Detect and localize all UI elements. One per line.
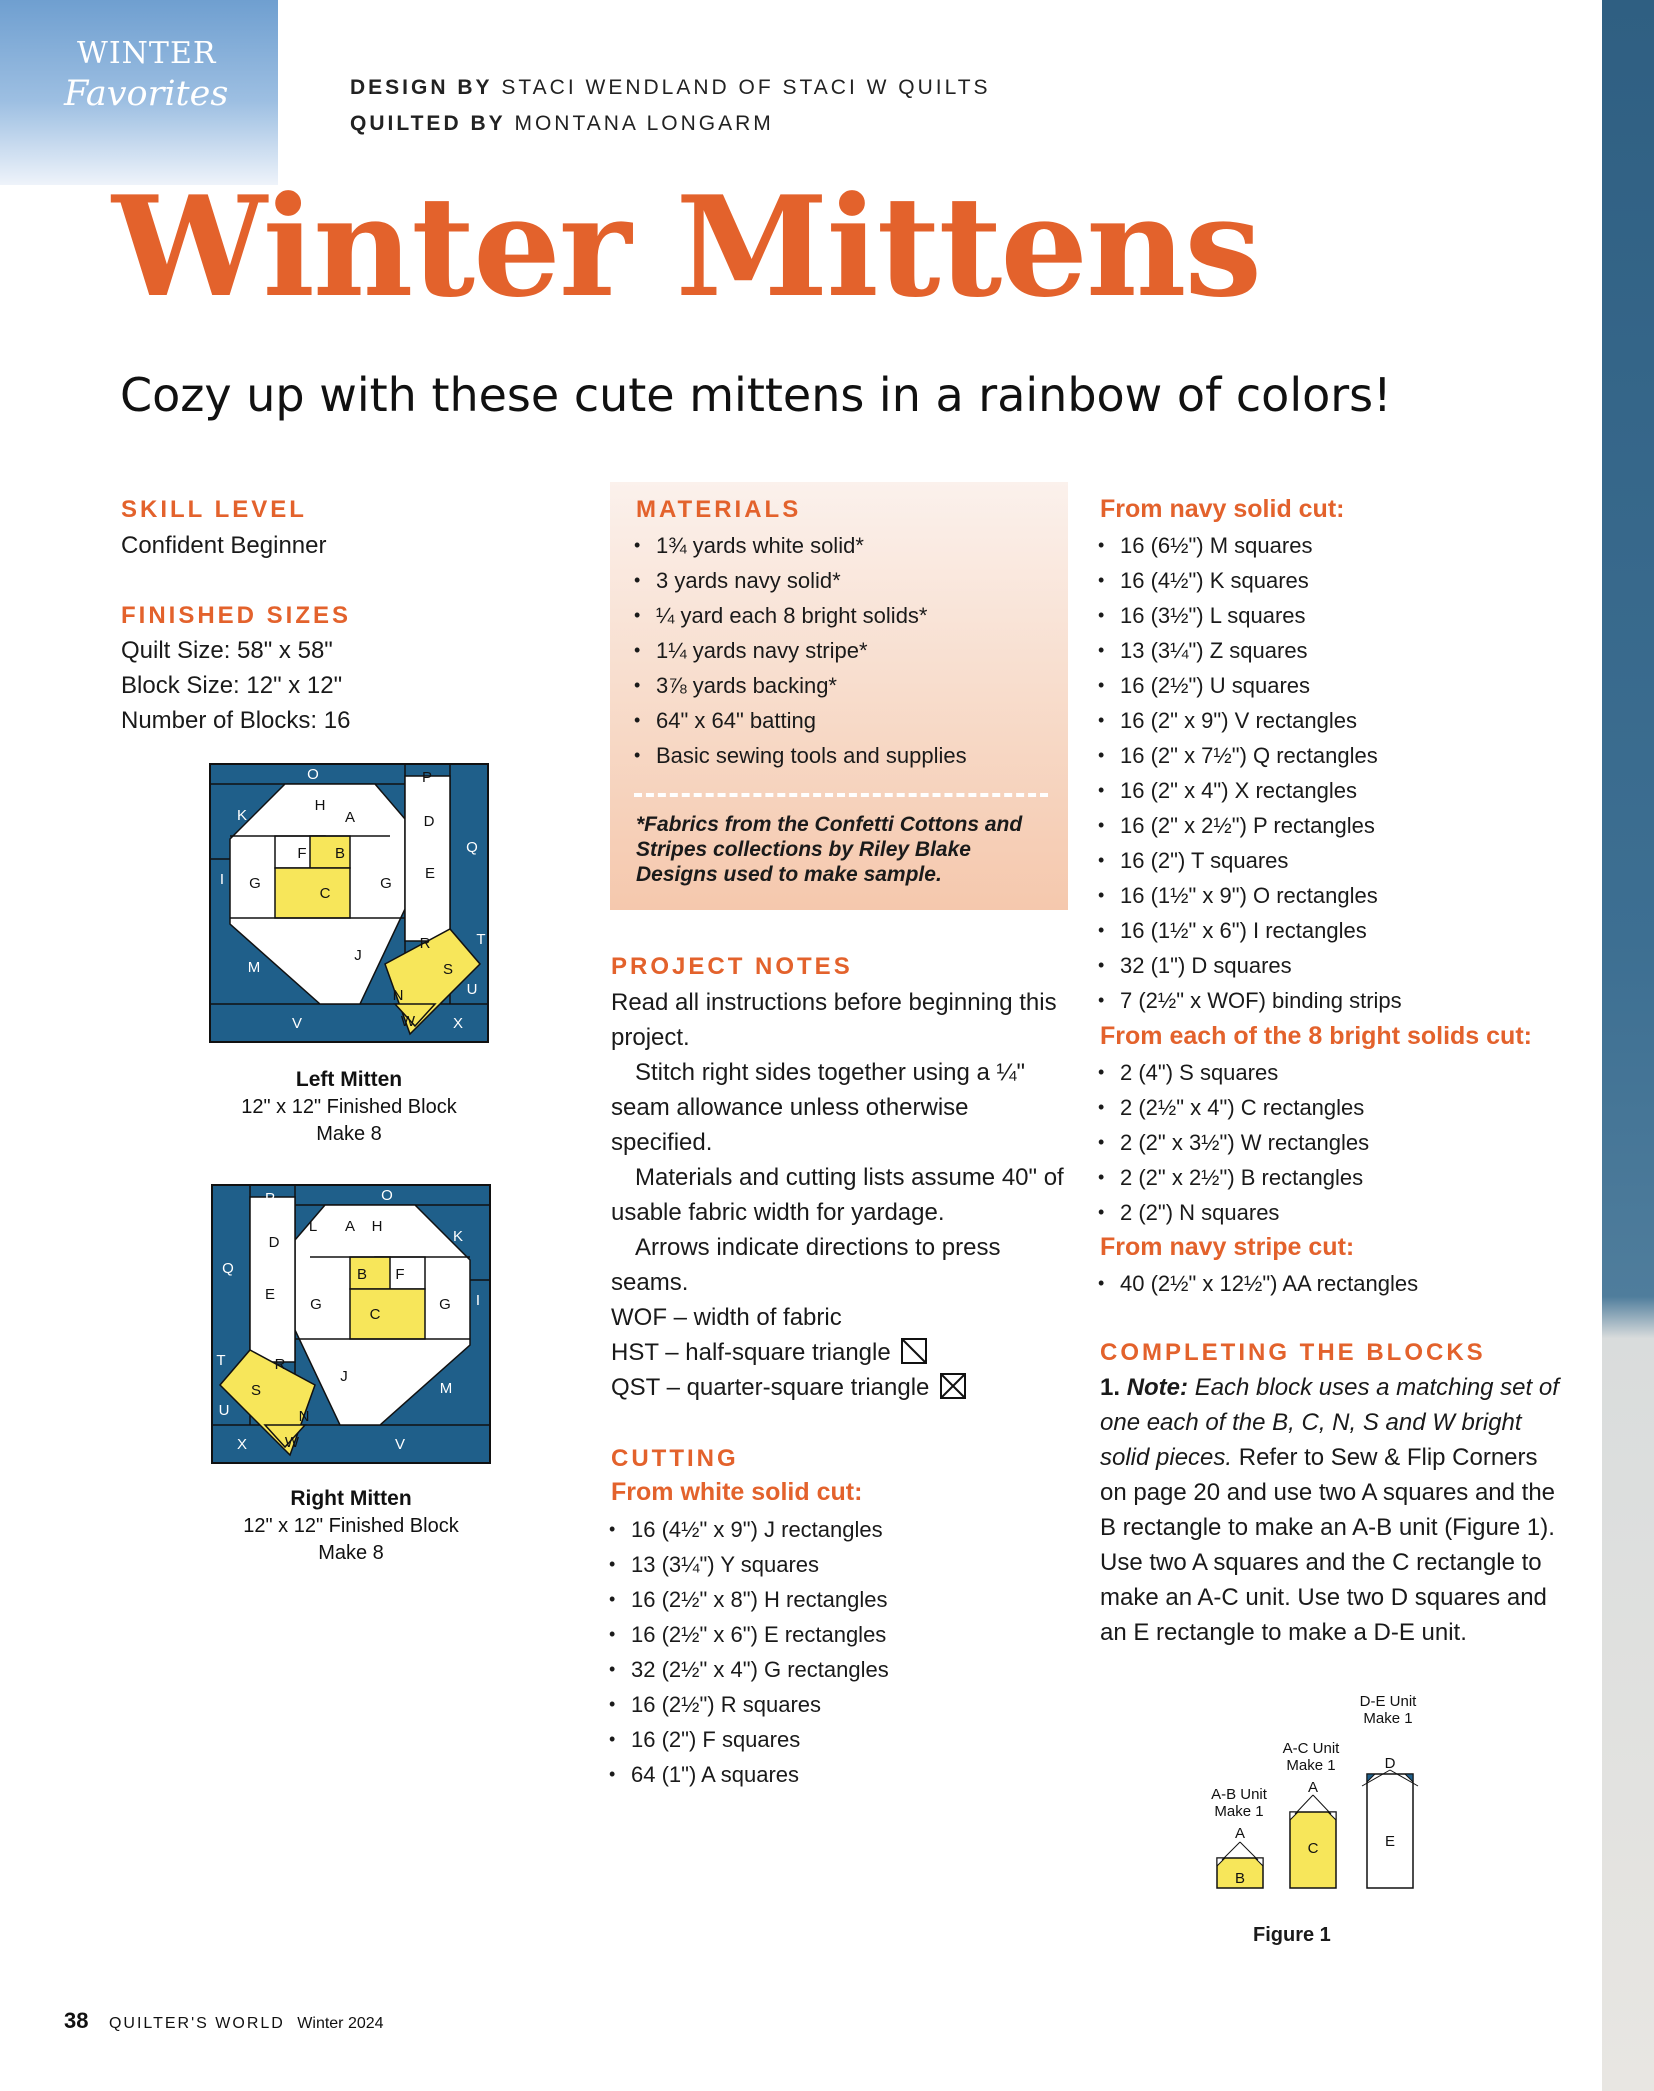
notes-para-1: Read all instructions before beginning this project.	[611, 989, 1057, 1051]
svg-text:H: H	[371, 1218, 383, 1235]
list-item: • 16 (2" x 4") X rectangles	[1096, 773, 1402, 808]
list-item: • 2 (2½" x 4") C rectangles	[1096, 1090, 1369, 1125]
fig-label-a1: A	[1234, 1825, 1246, 1842]
svg-text:L: L	[308, 1218, 318, 1235]
fig-label-d: D	[1384, 1755, 1396, 1772]
completing-heading: COMPLETING THE BLOCKS	[1100, 1339, 1486, 1366]
svg-text:A: A	[344, 1218, 356, 1235]
svg-text:L: L	[382, 797, 392, 814]
notes-para-3: Materials and cutting lists assume 40" of usable fabric width for yardage.	[611, 1164, 1064, 1226]
materials-footnote: *Fabrics from the Confetti Cottons and Stripes collections by Riley Blake Designs used to make sample.	[636, 813, 1023, 886]
list-item: • 13 (3¼") Z squares	[1096, 633, 1402, 668]
list-item: • 2 (2" x 3½") W rectangles	[1096, 1125, 1369, 1160]
svg-text:P: P	[264, 1190, 276, 1207]
list-item: • ¼ yard each 8 bright solids*	[632, 598, 967, 633]
list-item: • 16 (2") F squares	[607, 1722, 889, 1757]
list-item: • 13 (3¼") Y squares	[607, 1547, 889, 1582]
list-item: • 16 (4½") K squares	[1096, 563, 1402, 598]
svg-text:G: G	[439, 1296, 451, 1313]
page-number: 38	[64, 2008, 89, 2033]
hst-icon	[901, 1338, 927, 1364]
list-item: • 40 (2½" x 12½") AA rectangles	[1096, 1266, 1418, 1301]
svg-text:J: J	[340, 1368, 348, 1385]
svg-text:D: D	[268, 1234, 280, 1251]
svg-text:K: K	[236, 807, 248, 824]
skill-heading: SKILL LEVEL	[121, 496, 307, 523]
step-note-label: Note:	[1126, 1374, 1189, 1401]
list-item: • 3⅞ yards backing*	[632, 668, 967, 703]
svg-text:V: V	[394, 1436, 406, 1453]
list-item: • Basic sewing tools and supplies	[632, 738, 967, 773]
ac-unit-block	[1261, 1740, 1361, 1774]
bright-cut-heading: From each of the 8 bright solids cut:	[1100, 1022, 1532, 1050]
list-item: • 16 (2" x 2½") P rectangles	[1096, 808, 1402, 843]
svg-text:C: C	[369, 1306, 381, 1323]
notes-para-2: Stitch right sides together using a ¼" seam allowance unless otherwise specified.	[611, 1059, 1026, 1156]
notes-qst-row	[611, 1370, 1071, 1405]
svg-text:P: P	[421, 769, 433, 786]
stripe-cut-list	[1096, 1266, 1418, 1301]
page-title: Winter Mittens	[112, 165, 1261, 328]
svg-text:G: G	[249, 875, 261, 892]
quilt-size: Quilt Size: 58" x 58"	[121, 637, 333, 664]
stripe-cut-heading: From navy stripe cut:	[1100, 1233, 1355, 1261]
page-edge-photo	[1602, 0, 1654, 2091]
block-size: Block Size: 12" x 12"	[121, 672, 343, 699]
right-mitten-diagram	[212, 1185, 490, 1463]
svg-text:T: T	[216, 1352, 226, 1369]
right-mitten-make: Make 8	[318, 1542, 384, 1564]
ac-unit-make: Make 1	[1286, 1757, 1336, 1774]
left-mitten-size: 12" x 12" Finished Block	[241, 1096, 457, 1118]
bright-cut-list	[1096, 1055, 1369, 1230]
notes-hst: HST – half-square triangle	[611, 1339, 891, 1366]
list-item: • 16 (2" x 9") V rectangles	[1096, 703, 1402, 738]
svg-text:G: G	[380, 875, 392, 892]
svg-text:V: V	[291, 1015, 303, 1032]
svg-text:B: B	[334, 845, 346, 862]
section-badge	[0, 0, 278, 185]
list-item: • 7 (2½" x WOF) binding strips	[1096, 983, 1402, 1018]
fig-label-b: B	[1234, 1870, 1246, 1887]
design-value: STACI WENDLAND OF STACI W QUILTS	[501, 76, 991, 99]
svg-text:T: T	[476, 931, 486, 948]
navy-cut-list	[1096, 528, 1402, 1018]
list-item: • 16 (3½") L squares	[1096, 598, 1402, 633]
list-item: • 32 (2½" x 4") G rectangles	[607, 1652, 889, 1687]
white-cut-list	[607, 1512, 889, 1792]
svg-text:A: A	[344, 809, 356, 826]
fig-label-e: E	[1384, 1833, 1396, 1850]
ab-unit-name: A-B Unit	[1211, 1786, 1267, 1803]
list-item: • 3 yards navy solid*	[632, 563, 967, 598]
list-item: • 16 (2½") U squares	[1096, 668, 1402, 703]
svg-text:B: B	[356, 1266, 368, 1283]
quilted-credit	[350, 112, 774, 136]
right-mitten-size: 12" x 12" Finished Block	[243, 1515, 459, 1537]
list-item: • 16 (6½") M squares	[1096, 528, 1402, 563]
list-item: • 16 (2" x 7½") Q rectangles	[1096, 738, 1402, 773]
svg-text:N: N	[392, 987, 404, 1004]
step-number: 1.	[1100, 1374, 1121, 1401]
list-item: • 16 (4½" x 9") J rectangles	[607, 1512, 889, 1547]
list-item: • 1¾ yards white solid*	[632, 528, 967, 563]
block-count: Number of Blocks: 16	[121, 707, 351, 734]
sizes-heading: FINISHED SIZES	[121, 602, 352, 629]
materials-heading: MATERIALS	[636, 496, 802, 523]
svg-text:F: F	[297, 845, 307, 862]
badge-line-1: WINTER	[77, 36, 217, 71]
svg-text:J: J	[354, 947, 362, 964]
skill-value: Confident Beginner	[121, 532, 327, 559]
notes-body	[611, 985, 1071, 1405]
list-item: • 64 (1") A squares	[607, 1757, 889, 1792]
magazine-name: QUILTER'S WORLD	[108, 2015, 285, 2032]
right-mitten-name: Right Mitten	[290, 1487, 412, 1510]
svg-text:X: X	[452, 1015, 464, 1032]
svg-text:I: I	[475, 1292, 481, 1309]
left-mitten-make: Make 8	[316, 1123, 382, 1145]
figure-caption: Figure 1	[1253, 1924, 1331, 1946]
list-item: • 16 (1½" x 6") I rectangles	[1096, 913, 1402, 948]
de-unit-make-2: Make 1	[1363, 1710, 1413, 1727]
badge-line-2: Favorites	[64, 74, 229, 114]
svg-text:M: M	[247, 959, 261, 976]
left-mitten-diagram	[210, 764, 488, 1042]
ab-unit-make: Make 1	[1214, 1803, 1264, 1820]
notes-qst: QST – quarter-square triangle	[611, 1374, 930, 1401]
svg-text:S: S	[250, 1382, 262, 1399]
svg-text:M: M	[439, 1380, 453, 1397]
svg-text:C: C	[319, 885, 331, 902]
quilted-label: QUILTED BY	[350, 112, 506, 135]
svg-text:D: D	[423, 813, 435, 830]
white-cut-heading: From white solid cut:	[611, 1478, 863, 1506]
de-unit-name-2: D-E Unit	[1359, 1693, 1417, 1710]
label: O	[307, 766, 319, 783]
page-footer	[64, 2008, 384, 2034]
cutting-heading: CUTTING	[611, 1445, 739, 1472]
svg-text:G: G	[310, 1296, 322, 1313]
svg-text:U: U	[466, 981, 478, 998]
svg-text:K: K	[452, 1228, 464, 1245]
completing-step-1	[1100, 1370, 1560, 1650]
list-item: • 16 (2") T squares	[1096, 843, 1402, 878]
page-subtitle: Cozy up with these cute mittens in a rainbow of colors!	[120, 368, 1392, 422]
svg-text:E: E	[424, 865, 436, 882]
svg-text:Q: Q	[222, 1260, 234, 1277]
list-item: • 16 (2½") R squares	[607, 1687, 889, 1722]
svg-text:Q: Q	[466, 839, 478, 856]
list-item: • 16 (2½" x 6") E rectangles	[607, 1617, 889, 1652]
svg-text:U: U	[218, 1402, 230, 1419]
materials-list	[632, 528, 967, 773]
design-label: DESIGN BY	[350, 76, 493, 99]
design-credit	[350, 76, 991, 100]
svg-text:H: H	[314, 797, 326, 814]
list-item: • 2 (4") S squares	[1096, 1055, 1369, 1090]
divider	[634, 793, 1048, 797]
list-item: • 16 (1½" x 9") O rectangles	[1096, 878, 1402, 913]
step-note-text: Each block uses a matching set of one each of the B, C, N, S and W bright solid pieces.	[1100, 1374, 1559, 1471]
notes-wof: WOF – width of fabric	[611, 1304, 842, 1331]
sizes-list	[121, 633, 350, 738]
right-mitten-caption	[202, 1485, 500, 1567]
svg-text:F: F	[395, 1266, 405, 1283]
svg-text:O: O	[381, 1187, 393, 1204]
left-mitten-caption	[200, 1066, 498, 1148]
svg-text:W: W	[284, 1434, 300, 1451]
list-item: • 32 (1") D squares	[1096, 948, 1402, 983]
de-unit-block	[1338, 1693, 1438, 1727]
quilted-value: MONTANA LONGARM	[514, 112, 774, 135]
svg-text:E: E	[264, 1286, 276, 1303]
ac-unit-name: A-C Unit	[1282, 1740, 1340, 1757]
step-body: Refer to Sew & Flip Corners on page 20 and use two A squares and the B rectangle to make an A-B unit (Figure 1). Use two A squares and the C rectangle to make an A-C unit. Use two D squares and an E rectangle to make a D-E unit.	[1100, 1444, 1556, 1646]
svg-text:R: R	[274, 1356, 286, 1373]
left-mitten-name: Left Mitten	[295, 1068, 403, 1091]
list-item: • 16 (2½" x 8") H rectangles	[607, 1582, 889, 1617]
svg-text:R: R	[419, 935, 431, 952]
svg-text:I: I	[219, 871, 225, 888]
fig-label-c: C	[1307, 1840, 1319, 1857]
list-item: • 2 (2" x 2½") B rectangles	[1096, 1160, 1369, 1195]
svg-text:N: N	[298, 1408, 310, 1425]
list-item: • 1¼ yards navy stripe*	[632, 633, 967, 668]
notes-para-4: Arrows indicate directions to press seams.	[611, 1234, 1001, 1296]
notes-heading: PROJECT NOTES	[611, 953, 853, 980]
navy-cut-heading: From navy solid cut:	[1100, 495, 1345, 523]
svg-text:X: X	[236, 1436, 248, 1453]
qst-icon	[940, 1373, 966, 1399]
notes-hst-row	[611, 1335, 1071, 1370]
fig-label-a2: A	[1307, 1779, 1319, 1796]
svg-text:W: W	[400, 1013, 416, 1030]
list-item: • 2 (2") N squares	[1096, 1195, 1369, 1230]
list-item: • 64" x 64" batting	[632, 703, 967, 738]
issue-name: Winter 2024	[297, 2015, 384, 2032]
svg-text:S: S	[442, 961, 454, 978]
